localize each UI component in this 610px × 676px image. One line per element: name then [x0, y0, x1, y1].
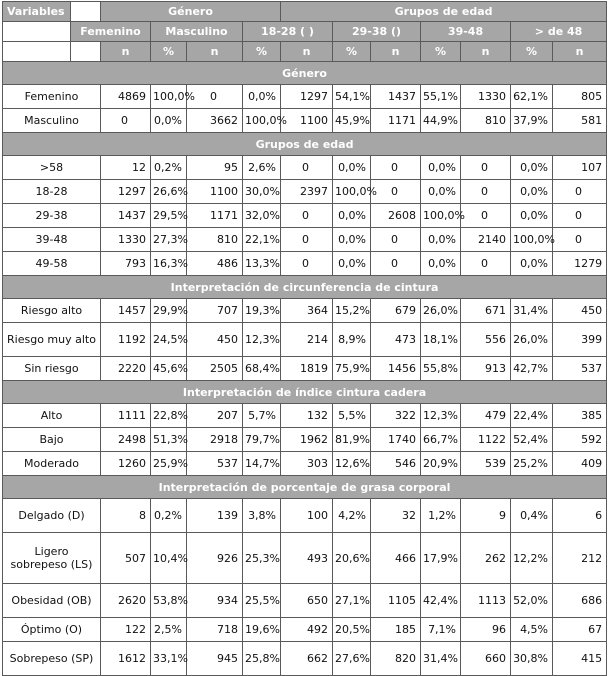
percent-cell: 10,4%: [151, 533, 187, 584]
count-cell: 1437: [101, 204, 151, 228]
section-header-row: [3, 381, 607, 404]
percent-cell: 19,3%: [243, 299, 281, 323]
count-cell: 0: [187, 85, 243, 109]
count-cell: 2505: [187, 357, 243, 381]
count-cell: 934: [187, 584, 243, 618]
percent-cell: 18,1%: [421, 323, 461, 357]
percent-cell: 45,9%: [333, 109, 371, 133]
group-header: 29-38 (): [333, 22, 421, 42]
count-cell: 262: [461, 533, 511, 584]
count-cell: 0: [553, 228, 607, 252]
pct-header: %: [421, 42, 461, 62]
header-row-2: [3, 22, 607, 42]
percent-cell: 75,9%: [333, 357, 371, 381]
percent-cell: 0,0%: [421, 156, 461, 180]
group-header: 39-48: [421, 22, 511, 42]
count-cell: 0: [553, 204, 607, 228]
row-label: 29-38: [3, 204, 101, 228]
count-cell: 67: [553, 618, 607, 642]
row-label: Óptimo (O): [3, 618, 101, 642]
percent-cell: 81,9%: [333, 428, 371, 452]
percent-cell: 31,4%: [421, 642, 461, 676]
blank-header-cell: [3, 42, 71, 62]
row-label: Ligero sobrepeso (LS): [3, 533, 101, 584]
percent-cell: 26,0%: [421, 299, 461, 323]
percent-cell: 0,0%: [421, 252, 461, 276]
percent-cell: 45,6%: [151, 357, 187, 381]
percent-cell: 52,4%: [511, 428, 553, 452]
percent-cell: 24,5%: [151, 323, 187, 357]
row-label: Masculino: [3, 109, 101, 133]
count-cell: 212: [553, 533, 607, 584]
row-label: Alto: [3, 404, 101, 428]
percent-cell: 0,0%: [333, 228, 371, 252]
blank-header-cell: [71, 2, 101, 22]
count-cell: 0: [461, 156, 511, 180]
count-cell: 4869: [101, 85, 151, 109]
percent-cell: 0,0%: [333, 252, 371, 276]
count-cell: 805: [553, 85, 607, 109]
table-row: [3, 533, 607, 584]
count-cell: 945: [187, 642, 243, 676]
blank-header-cell: [71, 42, 101, 62]
count-cell: 2220: [101, 357, 151, 381]
percent-cell: 55,1%: [421, 85, 461, 109]
count-cell: 556: [461, 323, 511, 357]
percent-cell: 12,6%: [333, 452, 371, 476]
table-row: [3, 499, 607, 533]
count-cell: 0: [371, 252, 421, 276]
percent-cell: 30,8%: [511, 642, 553, 676]
percent-cell: 53,8%: [151, 584, 187, 618]
count-cell: 0: [101, 109, 151, 133]
count-cell: 122: [101, 618, 151, 642]
count-cell: 385: [553, 404, 607, 428]
percent-cell: 42,7%: [511, 357, 553, 381]
count-cell: 2608: [371, 204, 421, 228]
count-cell: 671: [461, 299, 511, 323]
percent-cell: 37,9%: [511, 109, 553, 133]
count-cell: 207: [187, 404, 243, 428]
table-row: [3, 584, 607, 618]
percent-cell: 2,6%: [243, 156, 281, 180]
row-label: Sobrepeso (SP): [3, 642, 101, 676]
table-body: [3, 62, 607, 676]
count-cell: 409: [553, 452, 607, 476]
count-cell: 537: [187, 452, 243, 476]
table-row: [3, 252, 607, 276]
count-cell: 0: [281, 252, 333, 276]
count-cell: 660: [461, 642, 511, 676]
count-cell: 32: [371, 499, 421, 533]
percent-cell: 12,3%: [421, 404, 461, 428]
section-title: Interpretación de porcentaje de grasa corporal: [3, 476, 607, 499]
section-title: Grupos de edad: [3, 133, 607, 156]
percent-cell: 33,1%: [151, 642, 187, 676]
count-cell: 926: [187, 533, 243, 584]
count-cell: 0: [461, 180, 511, 204]
count-cell: 96: [461, 618, 511, 642]
count-cell: 1457: [101, 299, 151, 323]
count-cell: 1100: [187, 180, 243, 204]
count-cell: 1297: [101, 180, 151, 204]
table-row: [3, 180, 607, 204]
count-cell: 0: [281, 228, 333, 252]
data-table: [2, 1, 607, 676]
percent-cell: 51,3%: [151, 428, 187, 452]
count-cell: 718: [187, 618, 243, 642]
count-cell: 1740: [371, 428, 421, 452]
percent-cell: 0,0%: [511, 252, 553, 276]
percent-cell: 100,0%: [151, 85, 187, 109]
count-cell: 1279: [553, 252, 607, 276]
percent-cell: 100,0%: [243, 109, 281, 133]
pct-header: %: [243, 42, 281, 62]
count-cell: 185: [371, 618, 421, 642]
percent-cell: 54,1%: [333, 85, 371, 109]
count-cell: 0: [461, 252, 511, 276]
percent-cell: 25,5%: [243, 584, 281, 618]
percent-cell: 27,3%: [151, 228, 187, 252]
percent-cell: 20,5%: [333, 618, 371, 642]
count-cell: 1330: [461, 85, 511, 109]
percent-cell: 13,3%: [243, 252, 281, 276]
count-cell: 1171: [187, 204, 243, 228]
n-header: n: [553, 42, 607, 62]
row-label: Femenino: [3, 85, 101, 109]
count-cell: 364: [281, 299, 333, 323]
percent-cell: 20,9%: [421, 452, 461, 476]
count-cell: 466: [371, 533, 421, 584]
count-cell: 9: [461, 499, 511, 533]
count-cell: 793: [101, 252, 151, 276]
count-cell: 539: [461, 452, 511, 476]
percent-cell: 15,2%: [333, 299, 371, 323]
row-label: Riesgo alto: [3, 299, 101, 323]
section-header-row: [3, 62, 607, 85]
count-cell: 0: [371, 156, 421, 180]
percent-cell: 0,2%: [151, 156, 187, 180]
group-header: Masculino: [151, 22, 243, 42]
count-cell: 486: [187, 252, 243, 276]
percent-cell: 17,9%: [421, 533, 461, 584]
percent-cell: 27,1%: [333, 584, 371, 618]
count-cell: 1171: [371, 109, 421, 133]
percent-cell: 3,8%: [243, 499, 281, 533]
count-cell: 12: [101, 156, 151, 180]
percent-cell: 29,5%: [151, 204, 187, 228]
row-label: Riesgo muy alto: [3, 323, 101, 357]
percent-cell: 25,2%: [511, 452, 553, 476]
count-cell: 546: [371, 452, 421, 476]
percent-cell: 42,4%: [421, 584, 461, 618]
count-cell: 1819: [281, 357, 333, 381]
section-header-row: [3, 276, 607, 299]
count-cell: 0: [281, 204, 333, 228]
count-cell: 810: [461, 109, 511, 133]
table-row: [3, 228, 607, 252]
percent-cell: 19,6%: [243, 618, 281, 642]
count-cell: 662: [281, 642, 333, 676]
table-row: [3, 357, 607, 381]
table-row: [3, 204, 607, 228]
count-cell: 450: [553, 299, 607, 323]
count-cell: 650: [281, 584, 333, 618]
percent-cell: 68,4%: [243, 357, 281, 381]
count-cell: 0: [553, 180, 607, 204]
n-header: n: [461, 42, 511, 62]
percent-cell: 0,0%: [421, 228, 461, 252]
percent-cell: 22,4%: [511, 404, 553, 428]
n-header: n: [101, 42, 151, 62]
percent-cell: 4,2%: [333, 499, 371, 533]
table-row: [3, 404, 607, 428]
row-label: 49-58: [3, 252, 101, 276]
count-cell: 450: [187, 323, 243, 357]
count-cell: 707: [187, 299, 243, 323]
percent-cell: 79,7%: [243, 428, 281, 452]
table-row: [3, 642, 607, 676]
percent-cell: 44,9%: [421, 109, 461, 133]
count-cell: 415: [553, 642, 607, 676]
table-row: [3, 85, 607, 109]
percent-cell: 20,6%: [333, 533, 371, 584]
percent-cell: 22,8%: [151, 404, 187, 428]
grupos-edad-header: Grupos de edad: [281, 2, 607, 22]
percent-cell: 62,1%: [511, 85, 553, 109]
count-cell: 1111: [101, 404, 151, 428]
count-cell: 1192: [101, 323, 151, 357]
row-label: Moderado: [3, 452, 101, 476]
count-cell: 0: [371, 180, 421, 204]
percent-cell: 66,7%: [421, 428, 461, 452]
percent-cell: 52,0%: [511, 584, 553, 618]
count-cell: 0: [371, 228, 421, 252]
count-cell: 100: [281, 499, 333, 533]
table-row: [3, 618, 607, 642]
group-header: > de 48: [511, 22, 607, 42]
percent-cell: 100,0%: [421, 204, 461, 228]
percent-cell: 0,0%: [511, 180, 553, 204]
percent-cell: 25,8%: [243, 642, 281, 676]
count-cell: 2620: [101, 584, 151, 618]
percent-cell: 0,0%: [511, 156, 553, 180]
percent-cell: 0,0%: [421, 180, 461, 204]
count-cell: 507: [101, 533, 151, 584]
count-cell: 8: [101, 499, 151, 533]
section-header-row: [3, 476, 607, 499]
row-label: 18-28: [3, 180, 101, 204]
count-cell: 95: [187, 156, 243, 180]
section-title: Género: [3, 62, 607, 85]
section-header-row: [3, 133, 607, 156]
pct-header: %: [333, 42, 371, 62]
section-title: Interpretación de circunferencia de cintura: [3, 276, 607, 299]
percent-cell: 12,2%: [511, 533, 553, 584]
count-cell: 1260: [101, 452, 151, 476]
count-cell: 6: [553, 499, 607, 533]
percent-cell: 0,0%: [151, 109, 187, 133]
percent-cell: 8,9%: [333, 323, 371, 357]
percent-cell: 5,7%: [243, 404, 281, 428]
row-label: Bajo: [3, 428, 101, 452]
pct-header: %: [511, 42, 553, 62]
percent-cell: 26,0%: [511, 323, 553, 357]
header-row-1: [3, 2, 607, 22]
header-row-3: [3, 42, 607, 62]
count-cell: 592: [553, 428, 607, 452]
count-cell: 2918: [187, 428, 243, 452]
count-cell: 679: [371, 299, 421, 323]
count-cell: 303: [281, 452, 333, 476]
group-header: 18-28 ( ): [243, 22, 333, 42]
percent-cell: 2,5%: [151, 618, 187, 642]
table-row: [3, 299, 607, 323]
count-cell: 479: [461, 404, 511, 428]
percent-cell: 26,6%: [151, 180, 187, 204]
row-label: Obesidad (OB): [3, 584, 101, 618]
percent-cell: 0,0%: [333, 156, 371, 180]
count-cell: 0: [281, 156, 333, 180]
count-cell: 492: [281, 618, 333, 642]
count-cell: 686: [553, 584, 607, 618]
variables-header: Variables: [3, 2, 71, 22]
percent-cell: 22,1%: [243, 228, 281, 252]
percent-cell: 0,4%: [511, 499, 553, 533]
count-cell: 493: [281, 533, 333, 584]
count-cell: 107: [553, 156, 607, 180]
count-cell: 1437: [371, 85, 421, 109]
count-cell: 2498: [101, 428, 151, 452]
count-cell: 537: [553, 357, 607, 381]
percent-cell: 30,0%: [243, 180, 281, 204]
count-cell: 132: [281, 404, 333, 428]
percent-cell: 32,0%: [243, 204, 281, 228]
percent-cell: 12,3%: [243, 323, 281, 357]
count-cell: 820: [371, 642, 421, 676]
count-cell: 913: [461, 357, 511, 381]
table-row: [3, 428, 607, 452]
percent-cell: 29,9%: [151, 299, 187, 323]
percent-cell: 16,3%: [151, 252, 187, 276]
table-row: [3, 452, 607, 476]
percent-cell: 14,7%: [243, 452, 281, 476]
count-cell: 399: [553, 323, 607, 357]
count-cell: 139: [187, 499, 243, 533]
count-cell: 473: [371, 323, 421, 357]
genero-header: Género: [101, 2, 281, 22]
count-cell: 2397: [281, 180, 333, 204]
percent-cell: 0,2%: [151, 499, 187, 533]
count-cell: 581: [553, 109, 607, 133]
n-header: n: [187, 42, 243, 62]
percent-cell: 7,1%: [421, 618, 461, 642]
table-row: [3, 156, 607, 180]
n-header: n: [281, 42, 333, 62]
percent-cell: 27,6%: [333, 642, 371, 676]
table-row: [3, 109, 607, 133]
percent-cell: 25,9%: [151, 452, 187, 476]
row-label: Sin riesgo: [3, 357, 101, 381]
percent-cell: 0,0%: [511, 204, 553, 228]
count-cell: 2140: [461, 228, 511, 252]
percent-cell: 100,0%: [511, 228, 553, 252]
percent-cell: 25,3%: [243, 533, 281, 584]
count-cell: 322: [371, 404, 421, 428]
count-cell: 1113: [461, 584, 511, 618]
count-cell: 1122: [461, 428, 511, 452]
count-cell: 1297: [281, 85, 333, 109]
blank-header-cell: [3, 22, 71, 42]
row-label: >58: [3, 156, 101, 180]
count-cell: 1612: [101, 642, 151, 676]
count-cell: 810: [187, 228, 243, 252]
count-cell: 1962: [281, 428, 333, 452]
pct-header: %: [151, 42, 187, 62]
percent-cell: 1,2%: [421, 499, 461, 533]
percent-cell: 4,5%: [511, 618, 553, 642]
count-cell: 1105: [371, 584, 421, 618]
row-label: Delgado (D): [3, 499, 101, 533]
count-cell: 214: [281, 323, 333, 357]
group-header: Femenino: [71, 22, 151, 42]
section-title: Interpretación de índice cintura cadera: [3, 381, 607, 404]
percent-cell: 55,8%: [421, 357, 461, 381]
n-header: n: [371, 42, 421, 62]
count-cell: 3662: [187, 109, 243, 133]
count-cell: 1456: [371, 357, 421, 381]
table-row: [3, 323, 607, 357]
count-cell: 1100: [281, 109, 333, 133]
percent-cell: 0,0%: [243, 85, 281, 109]
count-cell: 0: [461, 204, 511, 228]
percent-cell: 0,0%: [333, 204, 371, 228]
count-cell: 1330: [101, 228, 151, 252]
percent-cell: 5,5%: [333, 404, 371, 428]
percent-cell: 31,4%: [511, 299, 553, 323]
row-label: 39-48: [3, 228, 101, 252]
percent-cell: 100,0%: [333, 180, 371, 204]
